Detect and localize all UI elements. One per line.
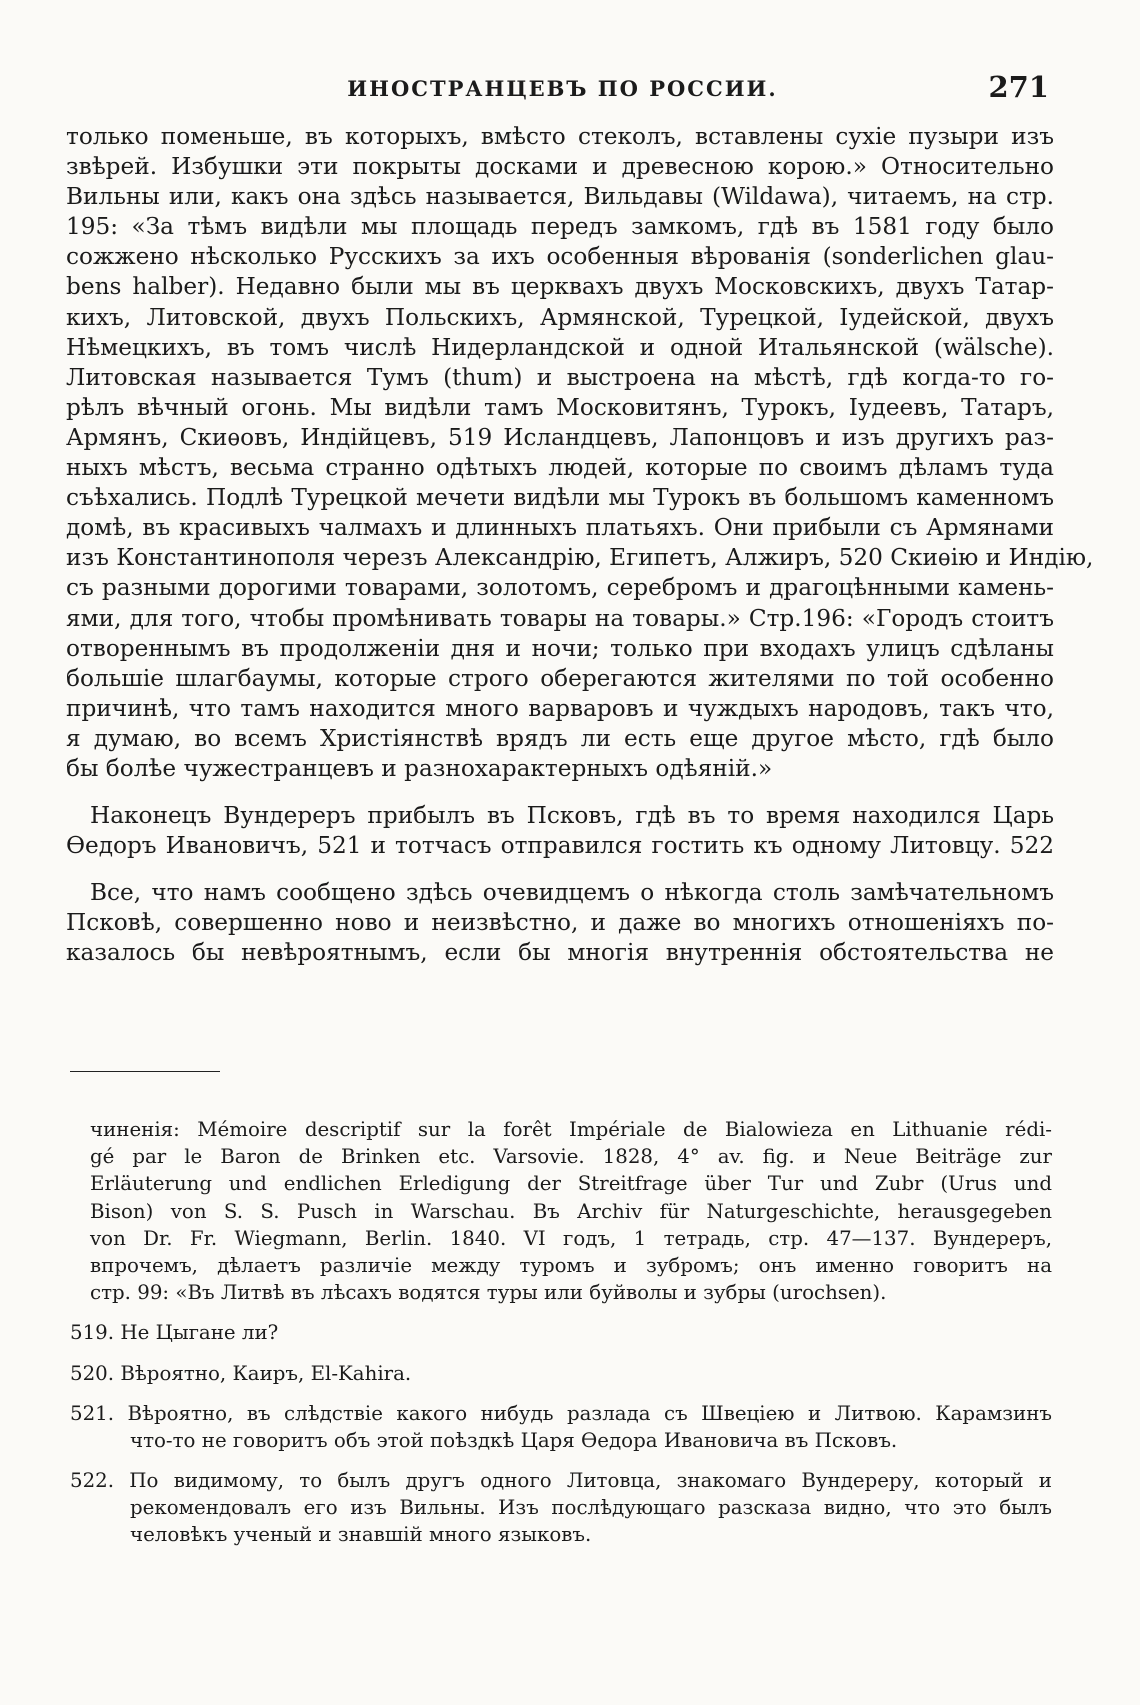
text-line: я думаю, во всемъ Христіянствѣ врядъ ли есть еще другое мѣсто, гдѣ было <box>66 724 1054 752</box>
text-line: Ѳедоръ Ивановичъ, 521 и тотчасъ отправился гостить къ одному Литовцу. 522 <box>66 832 1054 860</box>
footnote-line: 521. Вѣроятно, въ слѣдствіе какого нибудь разлада съ Швецiею и Литвою. Карамзинъ <box>70 1401 1052 1425</box>
footnote-line: впрочемъ, дѣлаетъ различіе между туромъ и зубромъ; онъ именно говоритъ на <box>90 1253 1052 1277</box>
footnote-521 <box>70 1400 1052 1454</box>
footnote-line: рекомендовалъ его изъ Вильны. Изъ послѣдующаго разсказа видно, что это былъ <box>130 1496 1052 1520</box>
footnote-line: 522. По видимому, то былъ другъ одного Литовца, знакомаго Вундереру, который и <box>70 1469 1052 1493</box>
footnote-line: человѣкъ ученый и знавшій много языковъ. <box>130 1523 592 1547</box>
text-line: Армянъ, Скиѳовъ, Индійцевъ, 519 Исландцевъ, Лапонцовъ и изъ другихъ раз- <box>66 423 1054 451</box>
text-line: Все, что намъ сообщено здѣсь очевидцемъ о нѣкогда столь замѣчательномъ <box>90 879 1054 907</box>
text-line: сожжено нѣсколько Русскихъ за ихъ особенныя вѣрованія (sonderlichen glau- <box>66 243 1054 271</box>
text-line: 195: «За тѣмъ видѣли мы площадь передъ замкомъ, гдѣ въ 1581 году было <box>66 213 1054 241</box>
text-line: бы болѣе чужестранцевъ и разнохарактерныхъ одѣяній.» <box>66 754 773 782</box>
footnotes <box>70 1116 1052 1549</box>
footnote-line: Bison) von S. S. Pusch in Warschau. Въ Archiv für Naturgeschichte, herausgegeben <box>90 1199 1052 1223</box>
text-line: домѣ, въ красивыхъ чалмахъ и длинныхъ платьяхъ. Они прибыли съ Армянами <box>66 514 1054 542</box>
text-line: кихъ, Литовской, двухъ Польскихъ, Армянской, Турецкой, Іудейской, двухъ <box>66 303 1054 331</box>
text-line: казалось бы невѣроятнымъ, если бы многія внутреннія обстоятельства не <box>66 939 1054 967</box>
footnote-520 <box>70 1360 1052 1387</box>
footnote-line: чиненія: Mémoire descriptif sur la forêt Impériale de Bialowieza en Lithuanie rédi- <box>90 1118 1052 1141</box>
page-number: 271 <box>988 70 1049 104</box>
text-line: причинѣ, что тамъ находится много варваровъ и чуждыхъ народовъ, такъ что, <box>66 694 1054 722</box>
footnote-line: von Dr. Fr. Wiegmann, Berlin. 1840. VI годъ, 1 тетрадь, стр. 47—137. Вундереръ, <box>90 1226 1052 1250</box>
paragraph-1 <box>66 122 1094 784</box>
page-header <box>70 72 1055 106</box>
footnote-line: gé par le Baron de Brinken etc. Varsovie. 1828, 4° av. fig. и Neue Beiträge zur <box>90 1145 1052 1169</box>
footnote-line: 520. Вѣроятно, Каиръ, El-Kahira. <box>70 1361 412 1385</box>
running-head: ИНОСТРАНЦЕВЪ ПО РОССИИ. <box>347 76 778 101</box>
text-line: съ разными дорогими товарами, золотомъ, серебромъ и драгоцѣнными камень- <box>66 574 1054 602</box>
text-line: Псковѣ, совершенно ново и неизвѣстно, и даже во многихъ отношеніяхъ по- <box>66 909 1054 937</box>
footnote-continuation <box>70 1116 1052 1306</box>
text-line: Наконецъ Вундереръ прибылъ въ Псковъ, гдѣ въ то время находился Царь <box>90 802 1054 830</box>
text-line: изъ Константинополя черезъ Александрію, Египетъ, Алжиръ, 520 Скиѳію и Индію, <box>66 544 1094 572</box>
text-line: ями, для того, чтобы промѣнивать товары на товары.» Стр.196: «Городъ стоитъ <box>66 604 1054 632</box>
text-line: Вильны или, какъ она здѣсь называется, Вильдавы (Wildawa), читаемъ, на стр. <box>66 183 1054 211</box>
footnote-519 <box>70 1319 1052 1346</box>
text-line: большіе шлагбаумы, которые строго оберегаются жителями по той особенно <box>66 664 1054 692</box>
paragraph-3 <box>66 878 1054 908</box>
footnote-line: что-то не говоритъ объ этой поѣздкѣ Царя Ѳедора Ивановича въ Псковъ. <box>130 1428 898 1452</box>
text-line: отвореннымъ въ продолженіи дня и ночи; только при входахъ улицъ сдѣланы <box>66 634 1054 662</box>
footnote-divider <box>70 1071 220 1072</box>
text-line: только поменьше, въ которыхъ, вмѣсто стеколъ, вставлены сухіе пузыри изъ <box>66 123 1054 150</box>
paragraph-2 <box>66 801 1054 831</box>
text-line: рѣлъ вѣчный огонь. Мы видѣли тамъ Московитянъ, Турокъ, Іудеевъ, Татаръ, <box>66 393 1054 421</box>
text-line: Нѣмецкихъ, въ томъ числѣ Нидерландской и одной Итальянской (wälsche). <box>66 333 1054 361</box>
footnote-line: стр. 99: «Въ Литвѣ въ лѣсахъ водятся туры или буйволы и зубры (urochsen). <box>90 1281 887 1305</box>
main-text <box>66 122 1094 969</box>
footnote-line: 519. Не Цыгане ли? <box>70 1321 279 1345</box>
footnote-line: Erläuterung und endlichen Erledigung der Streitfrage über Tur und Zubr (Urus und <box>90 1172 1052 1196</box>
text-line: bens halber). Недавно были мы въ церквахъ двухъ Московскихъ, двухъ Татар- <box>66 273 1054 301</box>
footnote-522 <box>70 1467 1052 1549</box>
text-line: звѣрей. Избушки эти покрыты досками и древесною корою.» Относительно <box>66 153 1054 181</box>
text-line: ныхъ мѣстъ, весьма странно одѣтыхъ людей, которые по своимъ дѣламъ туда <box>66 454 1054 482</box>
text-line: Литовская называется Тумъ (thum) и выстроена на мѣстѣ, гдѣ когда-то го- <box>66 363 1054 391</box>
text-line: съѣхались. Подлѣ Турецкой мечети видѣли мы Турокъ въ большомъ каменномъ <box>66 484 1054 512</box>
